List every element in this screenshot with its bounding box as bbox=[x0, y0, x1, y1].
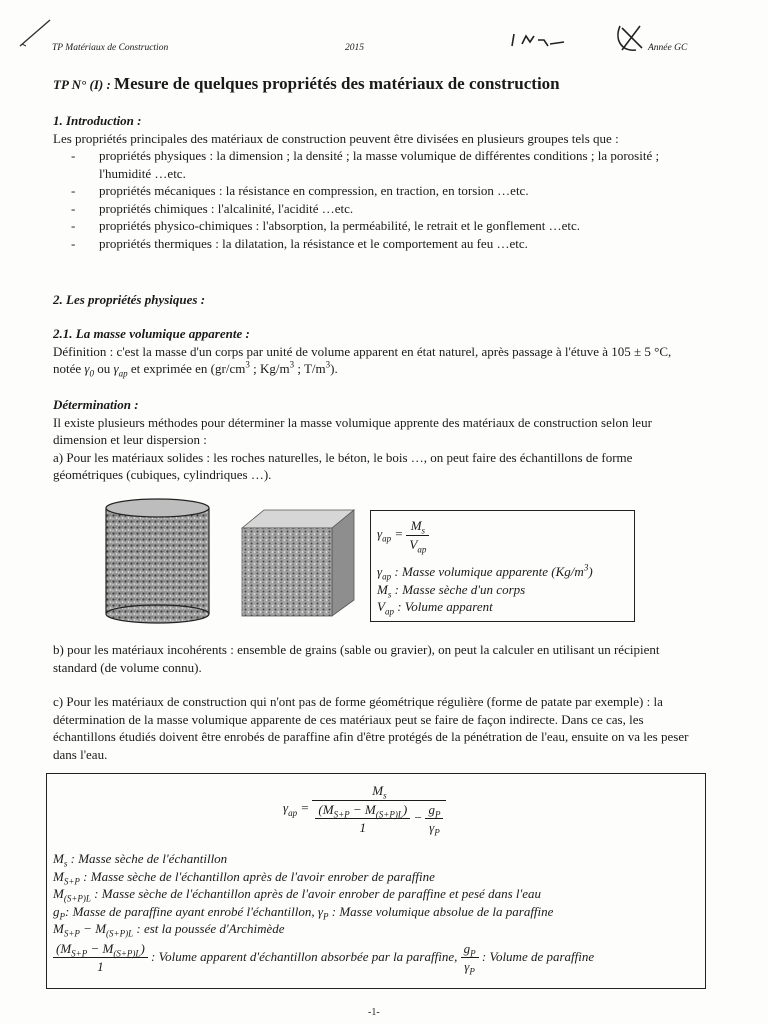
definition-text: Définition : c'est la masse d'un corps par unité de volume apparent en état naturel, après passage à l'étuve à 105 ± 5 °C, notée $\gamma_0$ ou $\gamma_{ap}$ et exprimée en ($gr/cm^3$ ; $Kg/m^3$ ; $T/m^3$). bbox=[53, 343, 672, 379]
case-a-text: a) Pour les matériaux solides : les roches naturelles, le béton, le bois …, on peut faire des échantillons de forme géométriques (cubiques, cylindriques …). bbox=[53, 449, 633, 482]
cube-sample-illustration bbox=[238, 506, 358, 618]
case-b-text: b) pour les matériaux incohérents : ensemble de grains (sable ou gravier), on peut la calculer en utilisant un récipient standard (de volume connu). bbox=[53, 642, 660, 675]
determination-text: Il existe plusieurs méthodes pour déterminer la masse volumique apprente des matériaux de construction selon leur dimension et leur dispersion : bbox=[53, 414, 652, 447]
determination-heading: Détermination : bbox=[53, 397, 139, 412]
header-year-level: Année GC bbox=[648, 43, 688, 53]
cylinder-sample-illustration bbox=[100, 496, 215, 626]
page-number: -1- bbox=[368, 1007, 380, 1018]
header-course: TP Matériaux de Construction bbox=[52, 43, 169, 53]
intro-heading: 1. Introduction : bbox=[53, 113, 142, 128]
list-item: - propriétés thermiques : la dilatation, la résistance et le comportement au feu …etc. bbox=[53, 235, 701, 253]
title-prefix: TP N° (I) : bbox=[53, 77, 111, 92]
formula-apparent-density: $\gamma_{ap}$ = $\frac{M_s}{V_{ap}}$ bbox=[377, 517, 429, 553]
header-pen-mark bbox=[16, 16, 56, 50]
formula2-legend: $M_s$ : Masse sèche de l'échantillon $M_{S+P}$ : Masse sèche de l'échantillon après de l'avoir enrober de paraffine $M_{(S+P)L}$ : Masse sèche de l'échantillon après de l'avoir enrober de paraffine et pesé dans l'eau $g_P$: Masse de paraffine ayant enrobé l'échantillon, $\gamma_P$ : Masse volumique absolue de la paraffine $M_{S+P} - M_{(S+P)L}$ : est la poussée d'Archimède $\frac{(M_{S+P} - M_{(S+P)L})}{1}$ : Volume apparent d'échantillon absorbée par la paraffine, $\frac{g_P}{\gamma_P}$ : Volume de paraffine bbox=[53, 851, 595, 977]
formula1-legend: $\gamma_{ap}$ : Masse volumique apparente $(Kg/m^3)$ $M_s$ : Masse sèche d'un corps $V_{ap}$ : Volume apparent bbox=[377, 562, 593, 617]
header-year: 2015 bbox=[345, 43, 364, 53]
title-main: Mesure de quelques propriétés des matériaux de construction bbox=[114, 74, 560, 93]
section2-heading: 2. Les propriétés physiques : bbox=[53, 292, 206, 307]
list-item: - propriétés physico-chimiques : l'absorption, la perméabilité, le retrait et le gonflement …etc. bbox=[53, 217, 701, 235]
list-item: - propriétés physiques : la dimension ; la densité ; la masse volumique de différentes conditions ; la porosité ; l'humidité …etc. bbox=[53, 147, 701, 182]
section21-heading: 2.1. La masse volumique apparente : bbox=[53, 326, 250, 341]
intro-section bbox=[53, 112, 701, 252]
list-item: - propriétés mécaniques : la résistance en compression, en traction, en torsion …etc. bbox=[53, 182, 701, 200]
intro-list bbox=[53, 147, 701, 252]
formula-paraffin-method: $\gamma_{ap}$ = $M_s$ $\frac{(M_{S+P} - M_{(S+P)L})}{1}$ − $\frac{g_P}{\gamma_P}$ bbox=[283, 782, 446, 837]
section21 bbox=[53, 325, 701, 378]
handwritten-year-mark bbox=[612, 20, 652, 56]
formula-box-paraffin-method bbox=[46, 773, 706, 989]
list-item: - propriétés chimiques : l'alcalinité, l'acidité …etc. bbox=[53, 200, 701, 218]
determination bbox=[53, 396, 701, 484]
intro-text: Les propriétés principales des matériaux de construction peuvent être divisées en plusieurs groupes tels que : bbox=[53, 130, 619, 146]
page-title bbox=[53, 75, 560, 94]
handwritten-mark bbox=[508, 30, 568, 50]
formula-box-apparent-density bbox=[370, 510, 635, 622]
case-c-text: c) Pour les matériaux de construction qui n'ont pas de forme géométrique régulière (forme de patate par exemple) : la détermination de la masse volumique apparente de ces matériaux peut se faire de façon indirecte. Dans ce cas, les échantillons étudiés doivent être enrobés de paraffine afin d'être protégés de la pénétration de l'eau, ensuite on va les peser dans l'eau. bbox=[53, 694, 689, 762]
